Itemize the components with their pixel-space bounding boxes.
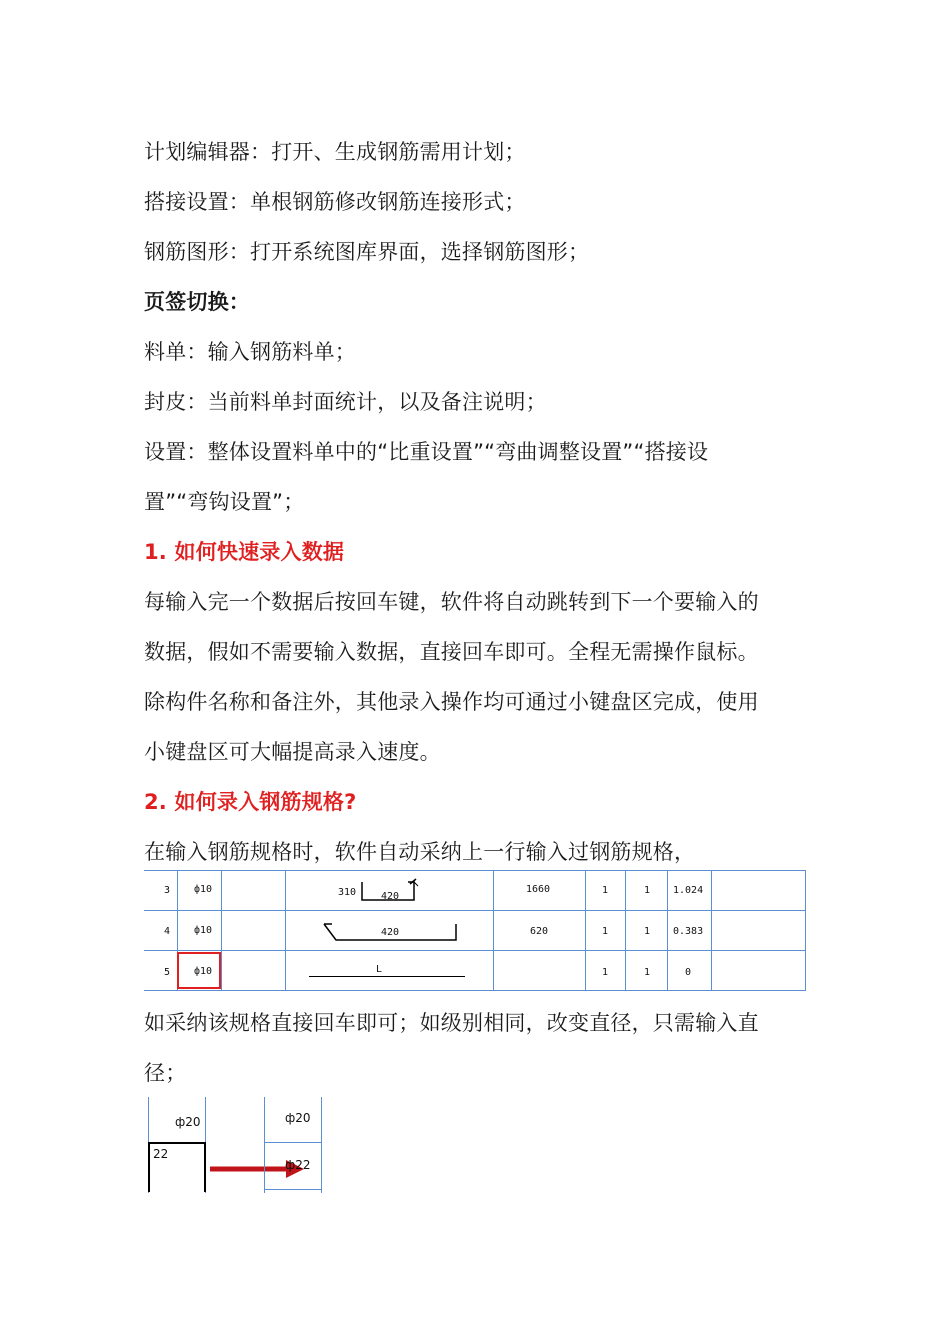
shape-dim: L — [376, 964, 383, 975]
rebar-spec-cell[interactable]: ф10 — [194, 925, 213, 936]
text-line-quick-4: 小键盘区可大幅提高录入速度。 — [144, 740, 441, 764]
text-line-settings: 设置：整体设置料单中的“比重设置”“弯曲调整设置”“搭接设 — [144, 440, 709, 464]
rebar-table-screenshot — [144, 870, 806, 991]
length-cell: 1660 — [526, 884, 551, 895]
text-line-spec-1: 在输入钢筋规格时，软件自动采纳上一行输入过钢筋规格， — [144, 840, 696, 864]
text-line-spec-3: 径； — [144, 1061, 187, 1085]
spec-label-changed: ф22 — [285, 1158, 311, 1172]
text-line-plan-editor: 计划编辑器：打开、生成钢筋需用计划； — [144, 140, 526, 164]
count-cell: 1 — [644, 926, 651, 937]
row-number: 4 — [164, 926, 171, 937]
text-line-quick-2: 数据，假如不需要输入数据，直接回车即可。全程无需操作鼠标。 — [144, 640, 759, 664]
count-cell: 1 — [644, 885, 651, 896]
shape-dim: 420 — [381, 927, 400, 938]
count-cell: 1 — [602, 926, 609, 937]
row-number: 3 — [164, 885, 171, 896]
weight-cell: 0.383 — [673, 926, 704, 937]
row-number: 5 — [164, 967, 171, 978]
weight-cell: 1.024 — [673, 885, 704, 896]
spec-input-value[interactable]: 22 — [153, 1147, 169, 1161]
count-cell: 1 — [602, 967, 609, 978]
text-line-rebar-shape: 钢筋图形：打开系统图库界面，选择钢筋图形； — [144, 240, 590, 264]
rebar-shape-straight — [309, 976, 465, 977]
text-line-lap-setting: 搭接设置：单根钢筋修改钢筋连接形式； — [144, 190, 526, 214]
text-line-quick-3: 除构件名称和备注外，其他录入操作均可通过小键盘区完成，使用 — [144, 690, 759, 714]
text-line-quick-1: 每输入完一个数据后按回车键，软件将自动跳转到下一个要输入的 — [144, 590, 759, 614]
text-line-cover: 封皮：当前料单封面统计，以及备注说明； — [144, 390, 547, 414]
heading-quick-entry: 1. 如何快速录入数据 — [144, 540, 345, 564]
weight-cell: 0 — [685, 967, 692, 978]
spec-change-figure — [144, 1095, 324, 1195]
shape-dim: 310 — [338, 887, 357, 898]
text-line-settings-cont: 置”“弯钩设置”； — [144, 490, 305, 514]
length-cell: 620 — [530, 926, 549, 937]
text-line-spec-2: 如采纳该规格直接回车即可；如级别相同，改变直径，只需输入直 — [144, 1011, 759, 1035]
text-line-material-list: 料单：输入钢筋料单； — [144, 340, 356, 364]
heading-tab-switch: 页签切换： — [144, 290, 250, 314]
highlight-box — [177, 952, 221, 989]
count-cell: 1 — [602, 885, 609, 896]
rebar-spec-cell[interactable]: ф10 — [194, 884, 213, 895]
shape-dim: 420 — [381, 891, 400, 902]
spec-label: ф20 — [175, 1115, 201, 1129]
rebar-spec-cell[interactable]: ф10 — [194, 966, 213, 977]
spec-label: ф20 — [285, 1111, 311, 1125]
count-cell: 1 — [644, 967, 651, 978]
heading-rebar-spec: 2. 如何录入钢筋规格? — [144, 790, 357, 814]
